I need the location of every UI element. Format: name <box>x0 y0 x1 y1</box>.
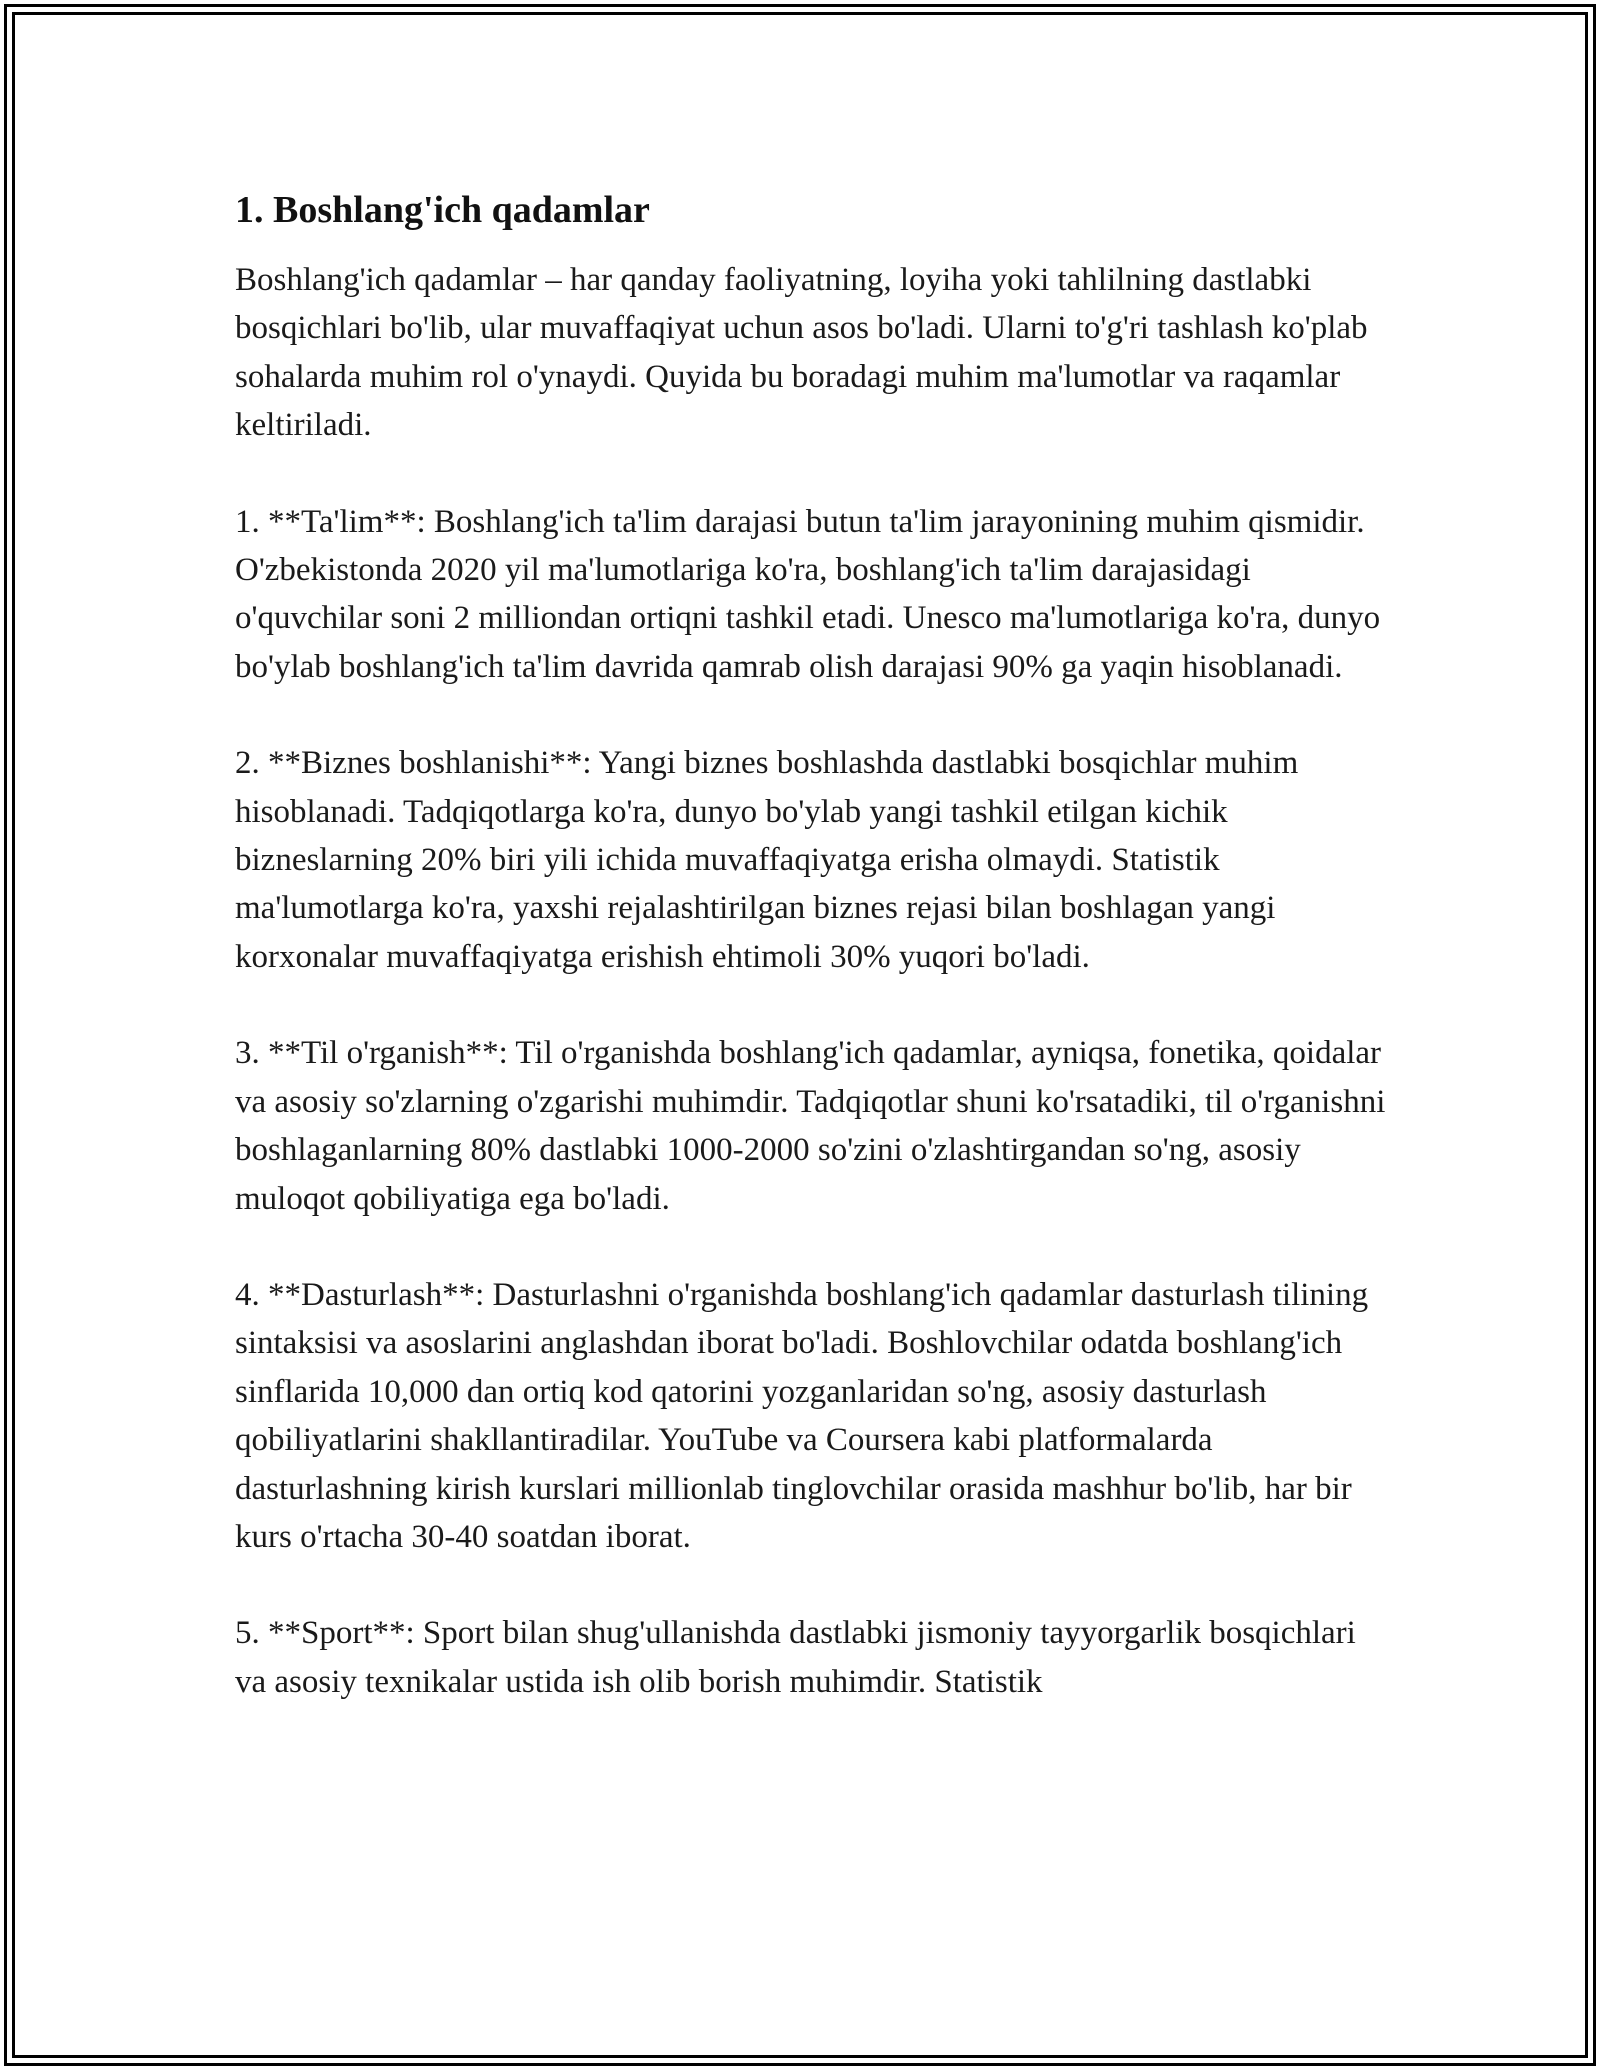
paragraph-biznes: 2. **Biznes boshlanishi**: Yangi biznes boshlashda dastlabki bosqichlar muhim hisoblanadi. Tadqiqotlarga ko'ra, dunyo bo'ylab yangi tashkil etilgan kichik bizneslarning 20% biri yili ichida muvaffaqiyatga erisha olmaydi. Statistik ma'lumotlarga ko'ra, yaxshi rejalashtirilgan biznes rejasi bilan boshlagan yangi korxonalar muvaffaqiyatga erishish ehtimoli 30% yuqori bo'ladi. <box>235 745 1299 975</box>
paragraph-til: 3. **Til o'rganish**: Til o'rganishda boshlang'ich qadamlar, ayniqsa, fonetika, qoidalar va asosiy so'zlarning o'zgarishi muhimdir. Tadqiqotlar shuni ko'rsatadiki, til o'rganishni boshlaganlarning 80% dastlabki 1000-2000 so'zini o'zlashtirgandan so'ng, asosiy muloqot qobiliyatiga ega bo'ladi. <box>235 1035 1386 1217</box>
document-body <box>235 186 1395 1754</box>
section-heading: 1. Boshlang'ich qadamlar <box>235 189 650 231</box>
paragraph-talim: 1. **Ta'lim**: Boshlang'ich ta'lim darajasi butun ta'lim jarayonining muhim qismidir. O'zbekistonda 2020 yil ma'lumotlariga ko'ra, boshlang'ich ta'lim darajasidagi o'quvchilar soni 2 milliondan ortiqni tashkil etadi. Unesco ma'lumotlariga ko'ra, dunyo bo'ylab boshlang'ich ta'lim davrida qamrab olish darajasi 90% ga yaqin hisoblanadi. <box>235 503 1381 685</box>
paragraph-dasturlash: 4. **Dasturlash**: Dasturlashni o'rganishda boshlang'ich qadamlar dasturlash tilining sintaksisi va asoslarini anglashdan iborat bo'ladi. Boshlovchilar odatda boshlang'ich sinflarida 10,000 dan ortiq kod qatorini yozganlaridan so'ng, asosiy dasturlash qobiliyatlarini shakllantiradilar. YouTube va Coursera kabi platformalarda dasturlashning kirish kurslari millionlab tinglovchilar orasida mashhur bo'lib, har bir kurs o'rtacha 30-40 soatdan iborat. <box>235 1276 1369 1555</box>
paragraph-sport: 5. **Sport**: Sport bilan shug'ullanishda dastlabki jismoniy tayyorgarlik bosqichlari va asosiy texnikalar ustida ish olib borish muhimdir. Statistik <box>235 1615 1356 1700</box>
intro-paragraph: Boshlang'ich qadamlar – har qanday faoliyatning, loyiha yoki tahlilning dastlabki bosqichlari bo'lib, ular muvaffaqiyat uchun asos bo'ladi. Ularni to'g'ri tashlash ko'plab sohalarda muhim rol o'ynaydi. Quyida bu boradagi muhim ma'lumotlar va raqamlar keltiriladi. <box>235 262 1368 444</box>
